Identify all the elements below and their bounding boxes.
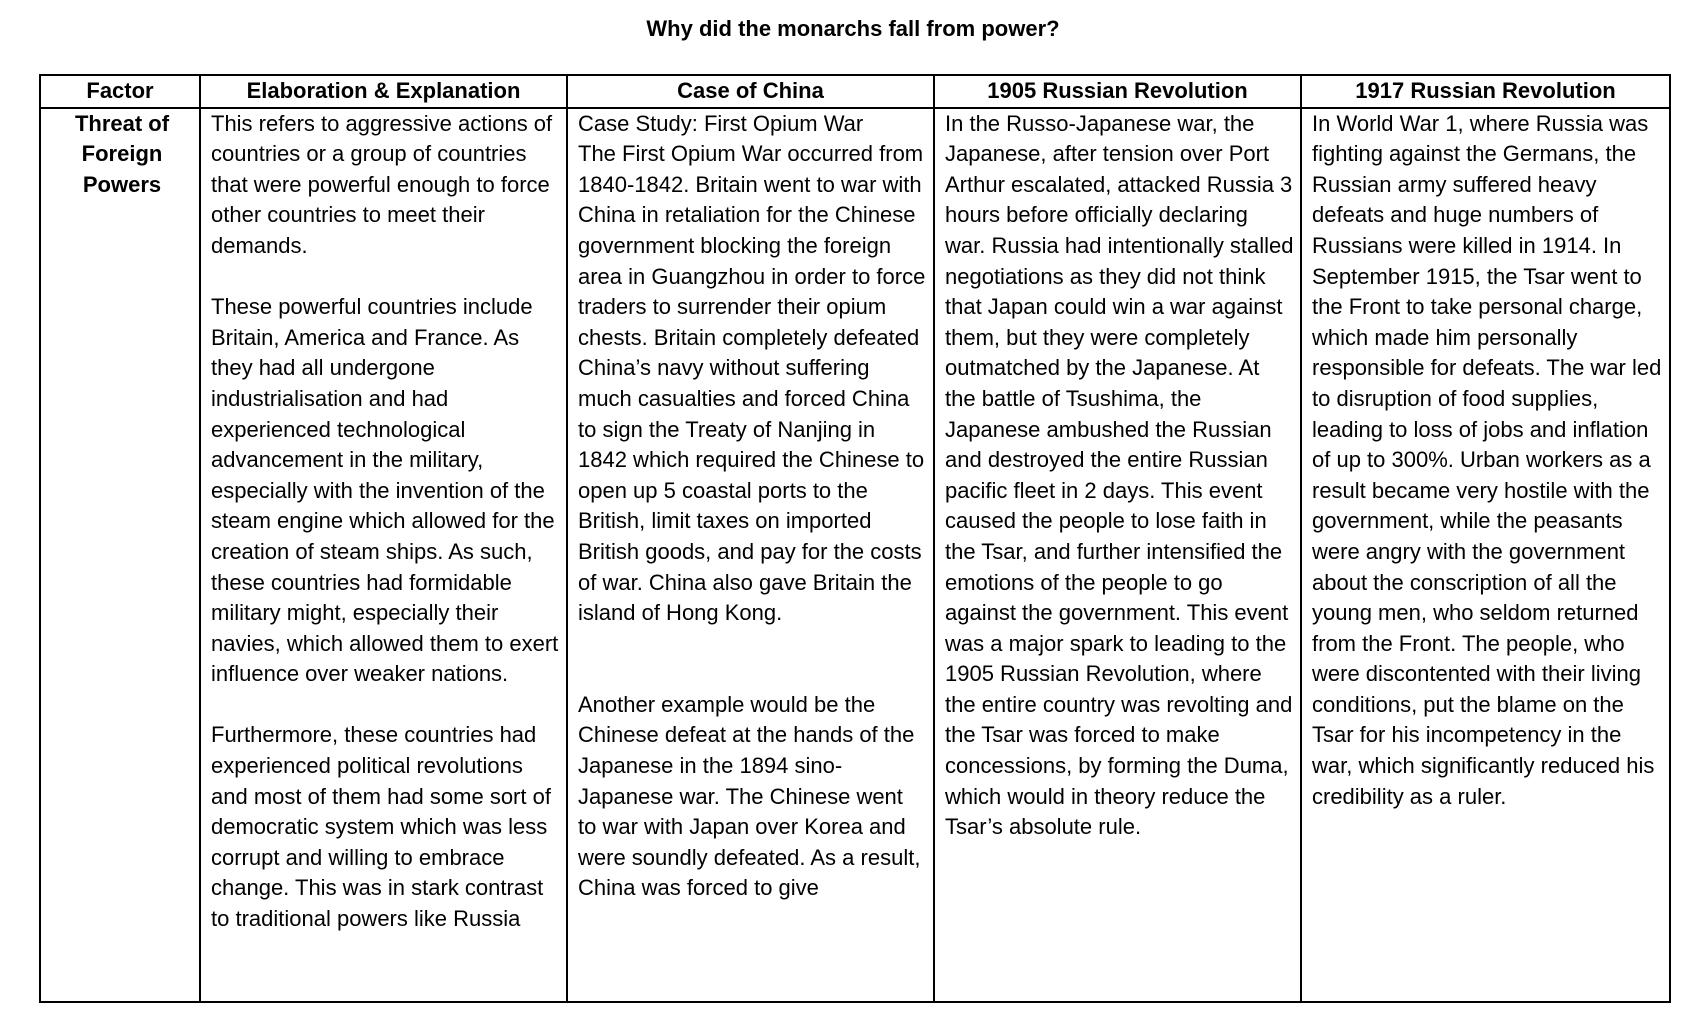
elaboration-paragraph-2: These powerful countries include Britain, America and France. As they had all undergone industrialisation and had experienced technological advancement in the military, especially with the invention of the steam engine which allowed for the creation of steam ships. As such, these countries had formidable military might, especially their navies, which allowed them to exert influence over weaker nations. <box>211 294 559 687</box>
paragraph-spacer <box>211 690 560 721</box>
russia-1917-text: In World War 1, where Russia was fighting against the Germans, the Russian army suffered heavy defeats and huge numbers of Russians were killed in 1914. In September 1915, the Tsar went to the Front to take personal charge, which made him personally responsible for defeats. The war led to disruption of food supplies, leading to loss of jobs and inflation of up to 300%. Urban workers as a result became very hostile with the government, while the peasants were angry with the government about the conscription of all the young men, who seldom returned from the Front. The people, who were discontented with their living conditions, put the blame on the Tsar for his incompetency in the war, which significantly reduced his credibility as a ruler. <box>1312 110 1662 809</box>
factor-label: Threat of Foreign Powers <box>74 110 170 197</box>
china-paragraph-2: Another example would be the Chinese defeat at the hands of the Japanese in the 1894 sino-Japanese war. The Chinese went to war with Japan over Korea and were soundly defeated. As a result, China was forced to give <box>578 691 921 901</box>
header-factor: Factor <box>40 75 200 108</box>
table-header-row <box>40 75 1670 108</box>
elaboration-paragraph-3: Furthermore, these countries had experienced political revolutions and most of them had some sort of democratic system which was less corrupt and willing to embrace change. This was in stark contrast to traditional powers like Russia <box>211 722 551 932</box>
russia-1905-cell <box>934 108 1301 1002</box>
paragraph-spacer <box>211 262 560 293</box>
header-elaboration: Elaboration & Explanation <box>200 75 567 108</box>
factor-cell <box>40 108 200 1002</box>
paragraph-spacer <box>578 629 927 690</box>
document-title: Why did the monarchs fall from power? <box>646 16 1060 41</box>
china-case-heading: Case Study: First Opium War <box>578 110 864 136</box>
header-1905-revolution: 1905 Russian Revolution <box>934 75 1301 108</box>
china-paragraph-1: The First Opium War occurred from 1840-1842. Britain went to war with China in retaliation for the Chinese government blocking the foreign area in Guangzhou in order to force traders to surrender their opium chests. Britain completely defeated China’s navy without suffering much casualties and forced China to sign the Treaty of Nanjing in 1842 which required the Chinese to open up 5 coastal ports to the British, limit taxes on imported British goods, and pay for the costs of war. China also gave Britain the island of Hong Kong. <box>578 141 926 626</box>
china-cell <box>567 108 934 1002</box>
elaboration-cell <box>200 108 567 1002</box>
russia-1905-text: In the Russo-Japanese war, the Japanese, after tension over Port Arthur escalated, attacked Russia 3 hours before officially declaring war. Russia had intentionally stalled negotiations as they did not think that Japan could win a war against them, but they were completely outmatched by the Japanese. At the battle of Tsushima, the Japanese ambushed the Russian and destroyed the entire Russian pacific fleet in 2 days. This event caused the people to lose faith in the Tsar, and further intensified the emotions of the people to go against the government. This event was a major spark to leading to the 1905 Russian Revolution, where the entire country was revolting and the Tsar was forced to make concessions, by forming the Duma, which would in theory reduce the Tsar’s absolute rule. <box>945 110 1294 840</box>
elaboration-paragraph-1: This refers to aggressive actions of countries or a group of countries that were powerful enough to force other countries to meet their demands. <box>211 110 553 258</box>
russia-1917-cell <box>1301 108 1670 1002</box>
comparison-table <box>39 74 1671 1003</box>
header-1917-revolution: 1917 Russian Revolution <box>1301 75 1670 108</box>
header-china: Case of China <box>567 75 934 108</box>
table-row <box>40 108 1670 1002</box>
